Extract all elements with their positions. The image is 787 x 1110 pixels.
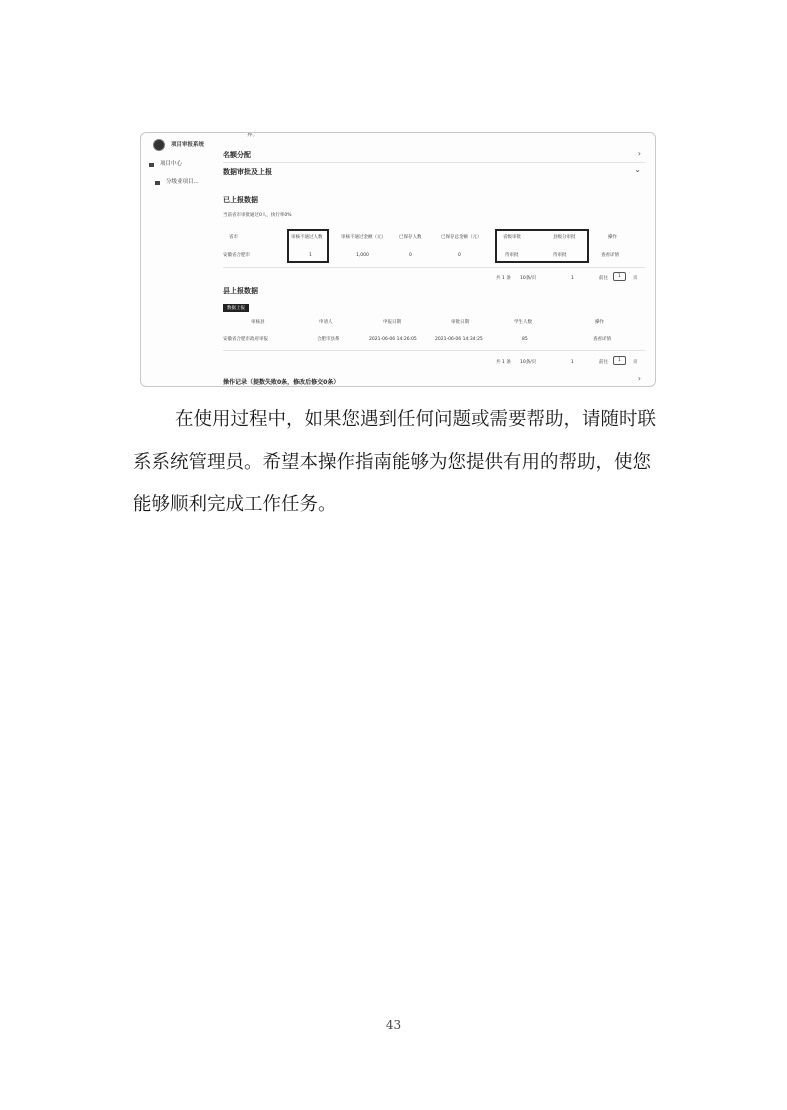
paragraph-line: 能够顺利完成工作任务。 [133, 494, 337, 515]
section-reported: 已上报数据 [223, 196, 258, 204]
col-header: 县级分审批 [553, 235, 576, 240]
sidebar-item-project-center[interactable] [149, 161, 182, 168]
col-header: 省市 [229, 235, 238, 240]
page-number: 43 [385, 1018, 402, 1032]
reported-summary: 当前省市审批通过0人，执行率0% [223, 213, 292, 218]
divider [223, 162, 645, 163]
view-details-link[interactable]: 查看详情 [601, 253, 619, 258]
sidebar-item-label: 分级业项目... [166, 179, 199, 185]
pagination-total: 共 1 条 [496, 276, 511, 281]
col-header: 申请人 [319, 320, 333, 325]
table-cell: 1,000 [356, 253, 369, 258]
col-header: 省级审批 [503, 235, 521, 240]
chevron-down-icon[interactable]: ⌄ [634, 165, 641, 174]
col-header: 审核不通过金额（元） [341, 235, 386, 240]
divider [223, 267, 645, 268]
page-size-select[interactable]: 10条/页 [520, 360, 537, 365]
page-size-select[interactable]: 10条/页 [520, 276, 537, 281]
table-cell: 2021-06-06 14:34:25 [435, 337, 483, 342]
table-cell: 0 [458, 253, 461, 258]
paragraph-line: 系系统管理员。希望本操作指南能够为您提供有用的帮助，使您 [133, 452, 652, 473]
highlight-box [495, 229, 589, 263]
col-header: 学生人数 [514, 320, 532, 325]
sidebar-item-grade-project[interactable] [155, 179, 199, 186]
chevron-right-icon[interactable]: › [637, 374, 641, 383]
chevron-right-icon[interactable]: › [637, 149, 641, 158]
view-details-link[interactable]: 查看详情 [593, 337, 611, 342]
highlight-box [287, 229, 329, 263]
col-header: 操作 [595, 320, 604, 325]
goto-label: 前往 [599, 360, 608, 365]
section-quota[interactable]: 名额分配 [223, 151, 251, 159]
col-header: 已保存人数 [399, 235, 422, 240]
sidebar-item-label: 项目中心 [160, 161, 183, 167]
goto-input[interactable]: 1 [613, 272, 626, 281]
table-cell: 85 [522, 337, 528, 342]
section-records[interactable]: 操作记录（提数失败0条，修改后修交0条） [223, 379, 340, 386]
paragraph-line: 在使用过程中，如果您遇到任何问题或需要帮助，请随时联 [175, 409, 657, 430]
section-review[interactable]: 数据审批及上报 [223, 168, 272, 176]
page-unit: 页 [633, 276, 638, 281]
table-cell: 待审批 [505, 253, 519, 258]
col-header: 申报日期 [383, 320, 401, 325]
truncated-text: 界。 [247, 132, 259, 138]
goto-label: 前往 [599, 276, 608, 281]
table-cell: 合肥市县系 [317, 337, 340, 342]
table-cell: 安徽省合肥市政府审报 [223, 337, 268, 342]
table-cell: 1 [309, 253, 312, 258]
col-header: 审核县 [251, 320, 265, 325]
table-cell: 2021-06-06 14:26:05 [369, 337, 417, 342]
section-county-reported: 县上报数据 [223, 287, 258, 295]
app-brand [153, 139, 204, 151]
col-header: 审核不通过人数 [291, 235, 323, 240]
menu-icon [149, 163, 154, 167]
logo-icon [153, 139, 165, 151]
col-header: 操作 [608, 235, 617, 240]
pagination-total: 共 1 条 [496, 360, 511, 365]
sidebar [141, 133, 213, 386]
table-cell: 待审批 [553, 253, 567, 258]
col-header: 审批日期 [451, 320, 469, 325]
app-title: 项目审报系统 [171, 141, 205, 148]
page-current[interactable]: 1 [571, 276, 574, 281]
divider [223, 350, 645, 351]
table-cell: 0 [409, 253, 412, 258]
embedded-screenshot [140, 132, 656, 387]
page-current[interactable]: 1 [571, 360, 574, 365]
col-header: 已保存总金额（元） [441, 235, 482, 240]
page-unit: 页 [633, 360, 638, 365]
main-content [223, 133, 645, 386]
data-report-button[interactable]: 数据上报 [223, 304, 249, 312]
goto-input[interactable]: 1 [613, 356, 626, 365]
folder-icon [155, 181, 160, 185]
table-cell: 安徽省合肥市 [223, 253, 250, 258]
